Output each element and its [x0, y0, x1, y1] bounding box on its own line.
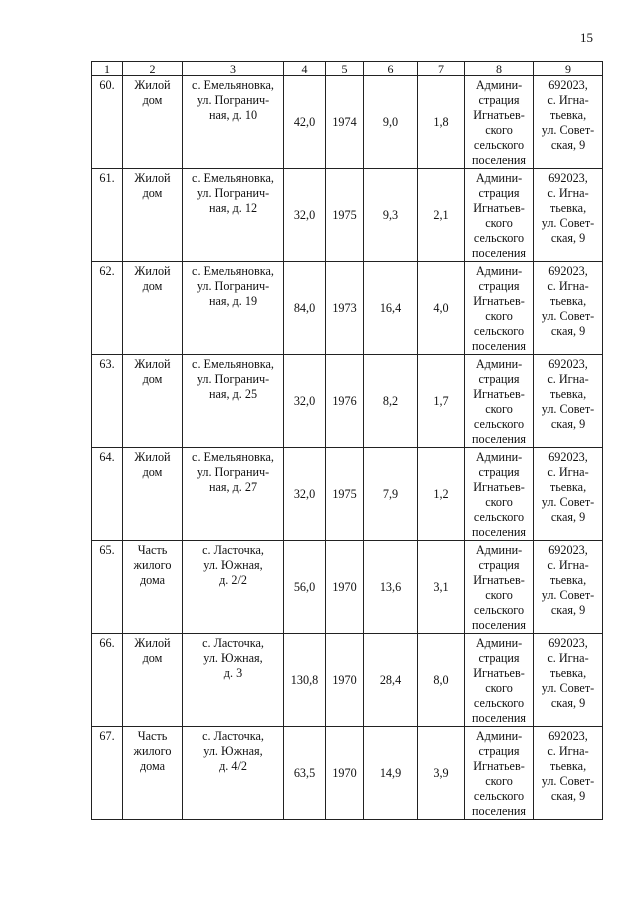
owner-address-cell: 692023, с. Игна- тьевка, ул. Совет- ская, 9: [534, 634, 603, 727]
table-row: [92, 448, 603, 541]
owner-cell: Админи- страция Игнатьев- ского сельского поселения: [465, 355, 534, 448]
owner-address-cell: 692023, с. Игна- тьевка, ул. Совет- ская, 9: [534, 448, 603, 541]
object-type-cell: Жилой дом: [123, 262, 183, 355]
area-cell: 32,0: [284, 448, 326, 541]
column-7-cell: 3,9: [418, 727, 465, 820]
row-number-cell: 65.: [92, 541, 123, 634]
owner-address-cell: 692023, с. Игна- тьевка, ул. Совет- ская, 9: [534, 169, 603, 262]
object-type-cell: Часть жилого дома: [123, 727, 183, 820]
year-cell: 1975: [326, 448, 364, 541]
address-cell: с. Ласточка, ул. Южная, д. 4/2: [183, 727, 284, 820]
address-cell: с. Емельяновка, ул. Погранич- ная, д. 27: [183, 448, 284, 541]
row-number-cell: 64.: [92, 448, 123, 541]
year-cell: 1973: [326, 262, 364, 355]
owner-address-cell: 692023, с. Игна- тьевка, ул. Совет- ская, 9: [534, 541, 603, 634]
table-row: [92, 634, 603, 727]
owner-address-cell: 692023, с. Игна- тьевка, ул. Совет- ская, 9: [534, 355, 603, 448]
header-cell-1: 1: [92, 62, 123, 76]
column-7-cell: 1,7: [418, 355, 465, 448]
area-cell: 84,0: [284, 262, 326, 355]
column-6-cell: 7,9: [364, 448, 418, 541]
header-cell-3: 3: [183, 62, 284, 76]
header-cell-5: 5: [326, 62, 364, 76]
object-type-cell: Жилой дом: [123, 355, 183, 448]
column-7-cell: 3,1: [418, 541, 465, 634]
area-cell: 130,8: [284, 634, 326, 727]
header-cell-9: 9: [534, 62, 603, 76]
table-row: [92, 169, 603, 262]
header-cell-4: 4: [284, 62, 326, 76]
table-row: [92, 355, 603, 448]
object-type-cell: Жилой дом: [123, 169, 183, 262]
owner-cell: Админи- страция Игнатьев- ского сельского поселения: [465, 634, 534, 727]
row-number-cell: 66.: [92, 634, 123, 727]
row-number-cell: 61.: [92, 169, 123, 262]
table-row: [92, 76, 603, 169]
column-6-cell: 16,4: [364, 262, 418, 355]
column-7-cell: 8,0: [418, 634, 465, 727]
area-cell: 56,0: [284, 541, 326, 634]
object-type-cell: Жилой дом: [123, 448, 183, 541]
table-row: [92, 541, 603, 634]
area-cell: 42,0: [284, 76, 326, 169]
object-type-cell: Часть жилого дома: [123, 541, 183, 634]
column-6-cell: 14,9: [364, 727, 418, 820]
address-cell: с. Ласточка, ул. Южная, д. 3: [183, 634, 284, 727]
page-number: 15: [580, 30, 593, 45]
column-6-cell: 8,2: [364, 355, 418, 448]
column-6-cell: 13,6: [364, 541, 418, 634]
column-7-cell: 2,1: [418, 169, 465, 262]
owner-cell: Админи- страция Игнатьев- ского сельского поселения: [465, 262, 534, 355]
address-cell: с. Емельяновка, ул. Погранич- ная, д. 19: [183, 262, 284, 355]
header-cell-7: 7: [418, 62, 465, 76]
object-type-cell: Жилой дом: [123, 634, 183, 727]
year-cell: 1970: [326, 634, 364, 727]
table-row: [92, 727, 603, 820]
year-cell: 1976: [326, 355, 364, 448]
property-registry-table: [91, 61, 603, 820]
row-number-cell: 60.: [92, 76, 123, 169]
year-cell: 1970: [326, 541, 364, 634]
column-7-cell: 1,8: [418, 76, 465, 169]
owner-cell: Админи- страция Игнатьев- ского сельского поселения: [465, 541, 534, 634]
year-cell: 1974: [326, 76, 364, 169]
row-number-cell: 67.: [92, 727, 123, 820]
address-cell: с. Ласточка, ул. Южная, д. 2/2: [183, 541, 284, 634]
year-cell: 1970: [326, 727, 364, 820]
column-6-cell: 9,0: [364, 76, 418, 169]
owner-cell: Админи- страция Игнатьев- ского сельского поселения: [465, 76, 534, 169]
owner-address-cell: 692023, с. Игна- тьевка, ул. Совет- ская, 9: [534, 76, 603, 169]
owner-cell: Админи- страция Игнатьев- ского сельского поселения: [465, 169, 534, 262]
address-cell: с. Емельяновка, ул. Погранич- ная, д. 12: [183, 169, 284, 262]
year-cell: 1975: [326, 169, 364, 262]
column-7-cell: 1,2: [418, 448, 465, 541]
column-6-cell: 28,4: [364, 634, 418, 727]
owner-cell: Админи- страция Игнатьев- ского сельского поселения: [465, 727, 534, 820]
address-cell: с. Емельяновка, ул. Погранич- ная, д. 10: [183, 76, 284, 169]
row-number-cell: 63.: [92, 355, 123, 448]
area-cell: 63,5: [284, 727, 326, 820]
header-cell-2: 2: [123, 62, 183, 76]
column-6-cell: 9,3: [364, 169, 418, 262]
area-cell: 32,0: [284, 355, 326, 448]
object-type-cell: Жилой дом: [123, 76, 183, 169]
area-cell: 32,0: [284, 169, 326, 262]
column-7-cell: 4,0: [418, 262, 465, 355]
owner-address-cell: 692023, с. Игна- тьевка, ул. Совет- ская, 9: [534, 727, 603, 820]
header-cell-8: 8: [465, 62, 534, 76]
address-cell: с. Емельяновка, ул. Погранич- ная, д. 25: [183, 355, 284, 448]
header-row: [92, 62, 603, 76]
owner-address-cell: 692023, с. Игна- тьевка, ул. Совет- ская, 9: [534, 262, 603, 355]
row-number-cell: 62.: [92, 262, 123, 355]
owner-cell: Админи- страция Игнатьев- ского сельского поселения: [465, 448, 534, 541]
table-row: [92, 262, 603, 355]
header-cell-6: 6: [364, 62, 418, 76]
